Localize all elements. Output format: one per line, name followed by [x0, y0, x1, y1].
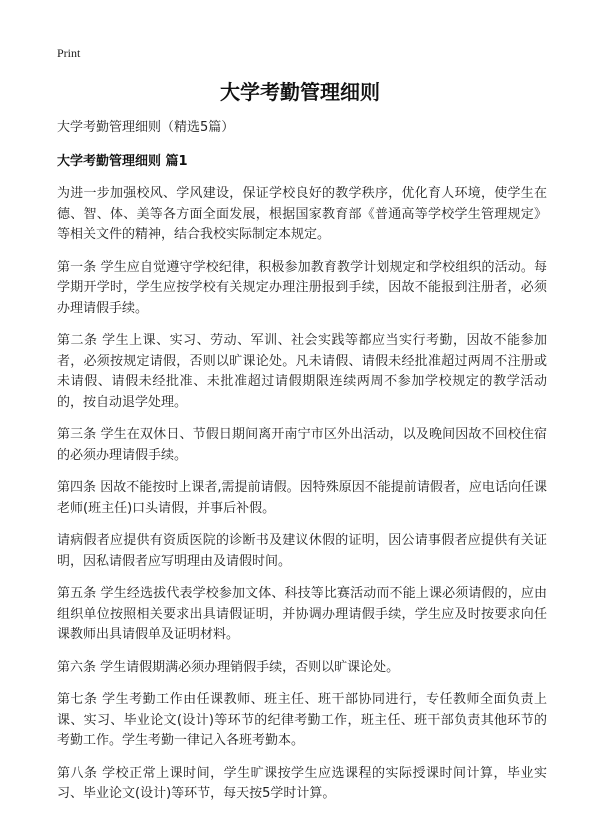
paragraph: 第一条 学生应自觉遵守学校纪律，积极参加教育教学计划规定和学校组织的活动。每学期开学时，学生应按学校有关规定办理注册报到手续，因故不能报到注册者，必须办理请假手续。	[57, 259, 547, 316]
paragraph: 第三条 学生在双休日、节假日期间离开南宁市区外出活动，以及晚间因故不回校住宿的必须办理请假手续。	[57, 427, 547, 463]
section-heading: 大学考勤管理细则 篇1	[57, 154, 188, 169]
document-subtitle: 大学考勤管理细则（精选5篇）	[57, 120, 235, 135]
paragraph: 第四条 因故不能按时上课者,需提前请假。因特殊原因不能提前请假者，应电话向任课老师(班主任)口头请假，并事后补假。	[57, 480, 547, 516]
paragraph: 第七条 学生考勤工作由任课教师、班主任、班干部协同进行，专任教师全面负责上课、实习、毕业论文(设计)等环节的纪律考勤工作，班主任、班干部负责其他环节的考勤工作。学生考勤一律记入各班考勤本。	[57, 692, 547, 748]
page-title: 大学考勤管理细则	[220, 80, 380, 104]
document-body	[57, 118, 547, 817]
print-link[interactable]: Print	[57, 46, 81, 60]
paragraph: 第二条 学生上课、实习、劳动、军训、社会实践等都应当实行考勤，因故不能参加者，必须按规定请假，否则以旷课论处。凡未请假、请假未经批准超过两周不注册或未请假、请假未经批准、未批准超过请假期限连续两周不参加学校规定的教学活动的，按自动退学处理。	[57, 333, 547, 410]
paragraph: 请病假者应提供有资质医院的诊断书及建议休假的证明，因公请事假者应提供有关证明，因私请假者应写明理由及请假时间。	[57, 533, 547, 569]
paragraph: 为进一步加强校风、学风建设，保证学校良好的教学秩序，优化育人环境，使学生在德、智、体、美等各方面全面发展，根据国家教育部《普通高等学校学生管理规定》等相关文件的精神，结合我校实际制定本规定。	[57, 186, 547, 242]
paragraph: 第五条 学生经选拔代表学校参加文体、科技等比赛活动而不能上课必须请假的，应由组织单位按照相关要求出具请假证明，并协调办理请假手续，学生应及时按要求向任课教师出具请假单及证明材料。	[57, 586, 547, 642]
paragraph: 第六条 学生请假期满必须办理销假手续，否则以旷课论处。	[57, 659, 400, 675]
paragraph: 第八条 学校正常上课时间，学生旷课按学生应选课程的实际授课时间计算，毕业实习、毕业论文(设计)等环节，每天按5学时计算。	[57, 765, 547, 801]
